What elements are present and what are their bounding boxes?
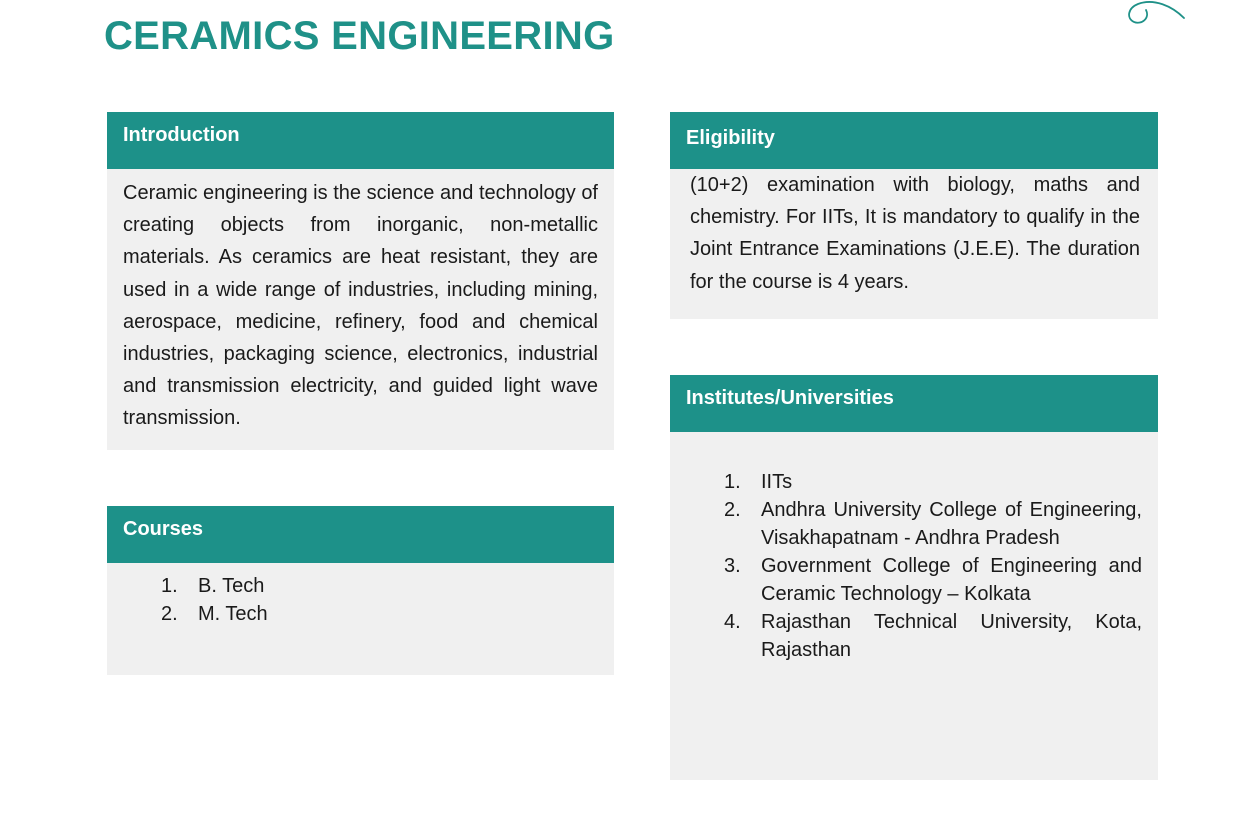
introduction-heading: Introduction xyxy=(107,112,614,169)
list-item-text: IITs xyxy=(761,471,793,493)
courses-card xyxy=(107,506,614,675)
swirl-icon xyxy=(1124,0,1188,30)
eligibility-heading: Eligibility xyxy=(670,112,1158,169)
institutes-heading: Institutes/Universities xyxy=(670,375,1158,432)
list-item xyxy=(724,468,1142,496)
list-item-number: 4. xyxy=(724,611,741,633)
institutes-card xyxy=(670,375,1158,780)
list-item-text: Rajasthan Technical University, Kota, Rajasthan xyxy=(761,611,1142,661)
list-item-text: Government College of Engineering and Ceramic Technology – Kolkata xyxy=(761,555,1142,605)
list-item-number: 3. xyxy=(724,555,741,577)
introduction-card xyxy=(107,112,614,450)
list-item-number: 1. xyxy=(724,471,741,493)
list-item-number: 1. xyxy=(161,575,178,597)
courses-heading: Courses xyxy=(107,506,614,563)
eligibility-text: (10+2) examination with biology, maths and chemistry. For IITs, It is mandatory to qualify in the Joint Entrance Examinations (J.E.E). The duration for the course is 4 years. xyxy=(690,174,1140,293)
page-title: CERAMICS ENGINEERING xyxy=(104,14,615,58)
list-item xyxy=(724,552,1142,608)
list-item xyxy=(161,600,598,628)
institutes-list xyxy=(670,432,1158,664)
list-item xyxy=(724,608,1142,664)
list-item-text: Andhra University College of Engineering, Visakhapatnam - Andhra Pradesh xyxy=(761,499,1142,549)
eligibility-card xyxy=(670,112,1158,319)
courses-list xyxy=(107,563,614,628)
list-item-number: 2. xyxy=(724,499,741,521)
list-item xyxy=(161,572,598,600)
list-item-number: 2. xyxy=(161,603,178,625)
list-item-text: M. Tech xyxy=(198,603,268,625)
list-item xyxy=(724,496,1142,552)
list-item-text: B. Tech xyxy=(198,575,265,597)
introduction-text: Ceramic engineering is the science and technology of creating objects from inorganic, non-metallic materials. As ceramics are heat resistant, they are used in a wide range of industries, including mining, aerospace, medicine, refinery, food and chemical industries, packaging science, electronics, industrial and transmission electricity, and guided light wave transmission. xyxy=(123,182,598,430)
